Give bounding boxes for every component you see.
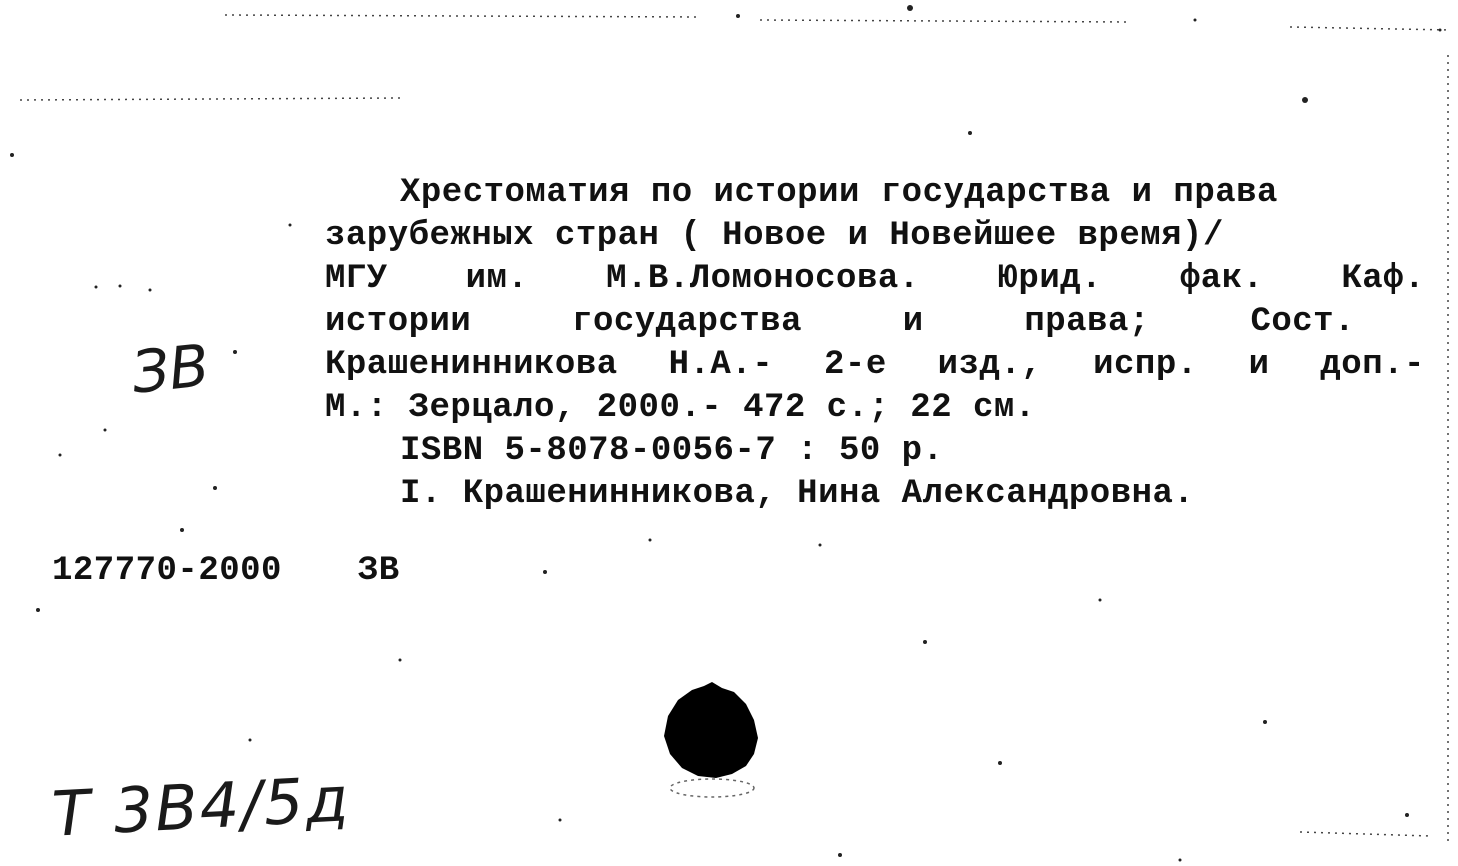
entry-line-3-word: им. [465,260,529,298]
entry-line-2: зарубежных стран ( Новое и Новейшее время)/ [325,217,1224,255]
entry-line-3-word: Юрид. [997,260,1103,298]
handwritten-shelfmark: Т 3В4/5д [50,762,352,851]
entry-line-4 [325,301,1425,344]
entry-line-4-word: Сост. [1250,303,1355,341]
accession-number: 127770-2000 [52,552,282,590]
entry-line-5-word: доп.- [1320,346,1425,384]
entry-line-3 [325,258,1425,301]
entry-line-6: М.: Зерцало, 2000.- 472 с.; 22 см. [325,389,1036,427]
entry-line-4-word: истории [325,303,472,341]
entry-line-5-word: 2-е [824,346,887,384]
added-entry: I. Крашенинникова, Нина Александровна. [400,475,1195,513]
entry-line-3-word: МГУ [325,260,388,298]
entry-line-5-word: испр. [1093,346,1198,384]
entry-line-1: Хрестоматия по истории государства и права [400,174,1278,212]
entry-line-5-word: Н.А.- [668,346,774,384]
entry-line-4-word: государства [572,303,802,341]
entry-line-3-word: фак. [1179,260,1264,298]
entry-line-5-word: и [1248,346,1270,384]
accession-line [52,552,400,590]
entry-line-4-word: и [902,303,924,341]
isbn-line: ISBN 5-8078-0056-7 : 50 р. [400,432,944,470]
handwritten-mark: ЗВ [128,331,213,407]
accession-code: ЗВ [357,552,400,590]
bibliographic-entry [325,172,1425,516]
entry-line-3-word: М.В.Ломоносова. [606,260,920,298]
punch-hole [662,680,762,800]
entry-line-4-word: права; [1024,303,1150,341]
entry-line-5-word: изд., [937,346,1043,384]
entry-line-5 [325,344,1425,387]
entry-line-3-word: Каф. [1341,260,1425,298]
entry-line-5-word: Крашенинникова [325,346,618,384]
